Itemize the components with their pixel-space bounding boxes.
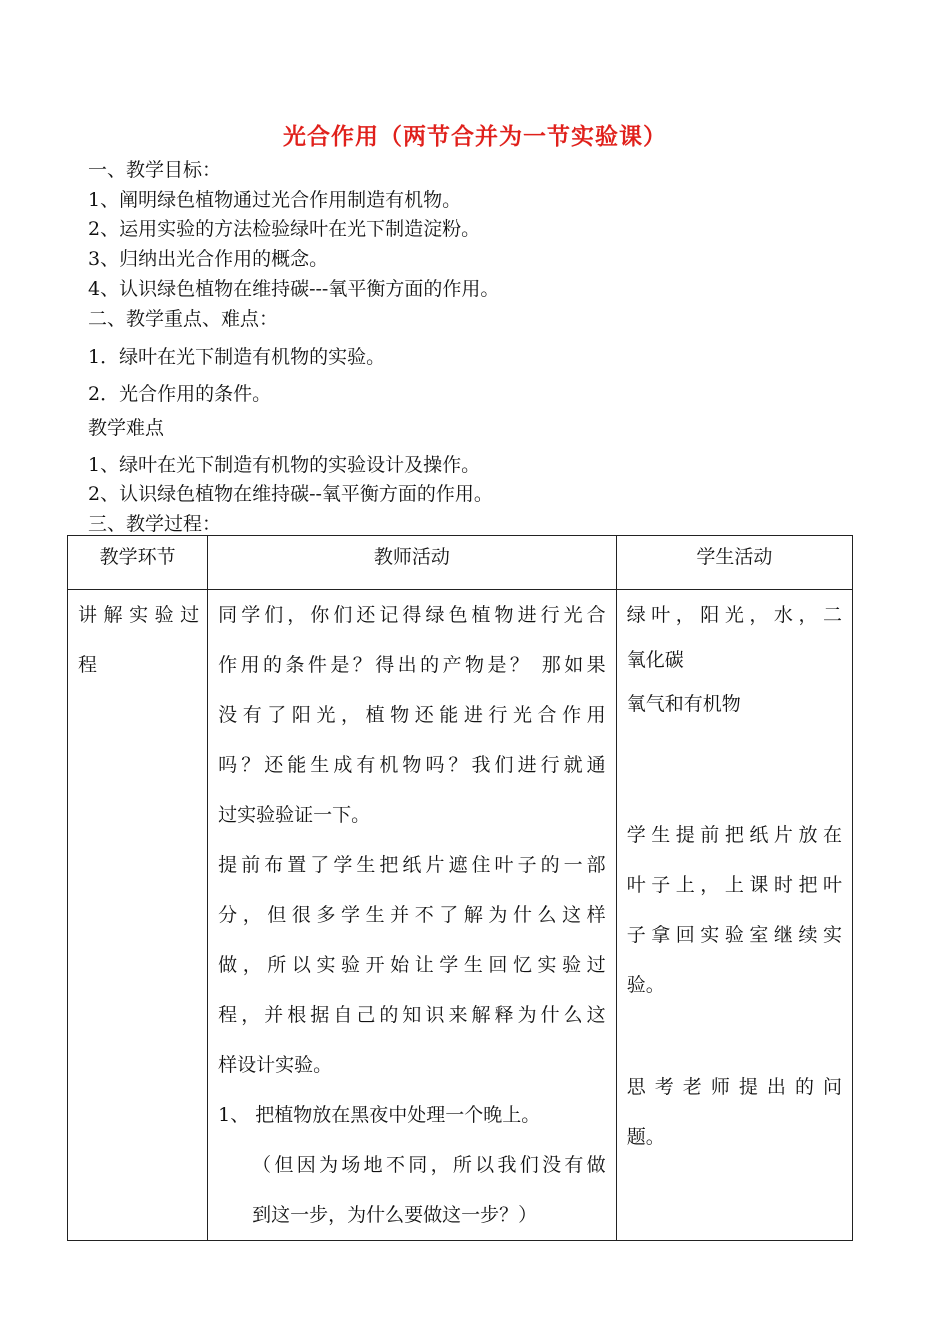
student-line: 子拿回实验室继续实 [626, 924, 842, 946]
stage-line: 讲解实验过 [78, 604, 200, 626]
teacher-line: 提前布置了学生把纸片遮住叶子的一部 [218, 854, 606, 876]
spacer [627, 728, 842, 810]
teacher-line: 1、 把植物放在黑夜中处理一个晚上。 [218, 1104, 541, 1126]
table-row [68, 590, 853, 1241]
teacher-line: （但因为场地不同，所以我们没有做 [252, 1154, 606, 1176]
teacher-line: 做，所以实验开始让学生回忆实验过 [218, 954, 606, 976]
column-header-teacher: 教师活动 [208, 536, 617, 590]
teacher-line: 样设计实验。 [218, 1054, 333, 1076]
student-activity-cell [616, 590, 852, 1241]
teacher-line: 没有了阳光，植物还能进行光合作用 [218, 704, 606, 726]
teacher-activity-cell [208, 590, 617, 1241]
objective-item: 4、认识绿色植物在维持碳---氧平衡方面的作用。 [88, 278, 500, 300]
objective-item: 2、运用实验的方法检验绿叶在光下制造淀粉。 [88, 218, 481, 240]
column-header-student: 学生活动 [616, 536, 852, 590]
difficulties-heading: 教学难点 [88, 417, 165, 439]
student-line: 思考老师提出的问 [626, 1076, 842, 1098]
stage-cell [68, 590, 208, 1241]
teacher-line: 过实验验证一下。 [218, 804, 371, 826]
table-header-row [68, 536, 853, 590]
student-line: 绿叶，阳光，水，二 [626, 604, 842, 626]
objective-item: 3、归纳出光合作用的概念。 [88, 248, 329, 270]
objectives-heading: 一、教学目标： [88, 159, 222, 181]
stage-line: 程 [78, 654, 98, 676]
teacher-line: 吗？还能生成有机物吗？我们进行就通 [218, 754, 606, 776]
key-point-item: 2．光合作用的条件。 [88, 383, 272, 405]
objective-item: 1、阐明绿色植物通过光合作用制造有机物。 [88, 189, 462, 211]
student-line: 氧化碳 [626, 649, 684, 671]
teacher-line: 同学们，你们还记得绿色植物进行光合 [218, 604, 606, 626]
student-line: 题。 [626, 1126, 665, 1148]
student-line: 验。 [626, 974, 665, 996]
document-title: 光合作用（两节合并为一节实验课） [283, 123, 667, 150]
key-point-item: 1．绿叶在光下制造有机物的实验。 [88, 346, 386, 368]
key-points-heading: 二、教学重点、难点： [88, 308, 279, 330]
teacher-line: 程，并根据自己的知识来解释为什么这 [218, 1004, 606, 1026]
column-header-stage: 教学环节 [68, 536, 208, 590]
student-line: 叶子上，上课时把叶 [626, 874, 842, 896]
student-line: 氧气和有机物 [626, 693, 741, 715]
difficulty-item: 2、认识绿色植物在维持碳--氧平衡方面的作用。 [88, 483, 493, 505]
teacher-line: 到这一步，为什么要做这一步？） [252, 1204, 538, 1226]
teacher-line: 作用的条件是？得出的产物是？ 那如果 [218, 654, 606, 676]
lesson-process-table [67, 535, 853, 1241]
process-heading: 三、教学过程： [88, 513, 222, 535]
teacher-line: 分，但很多学生并不了解为什么这样 [218, 904, 606, 926]
spacer [627, 1010, 842, 1062]
student-line: 学生提前把纸片放在 [626, 824, 842, 846]
difficulty-item: 1、绿叶在光下制造有机物的实验设计及操作。 [88, 454, 481, 476]
